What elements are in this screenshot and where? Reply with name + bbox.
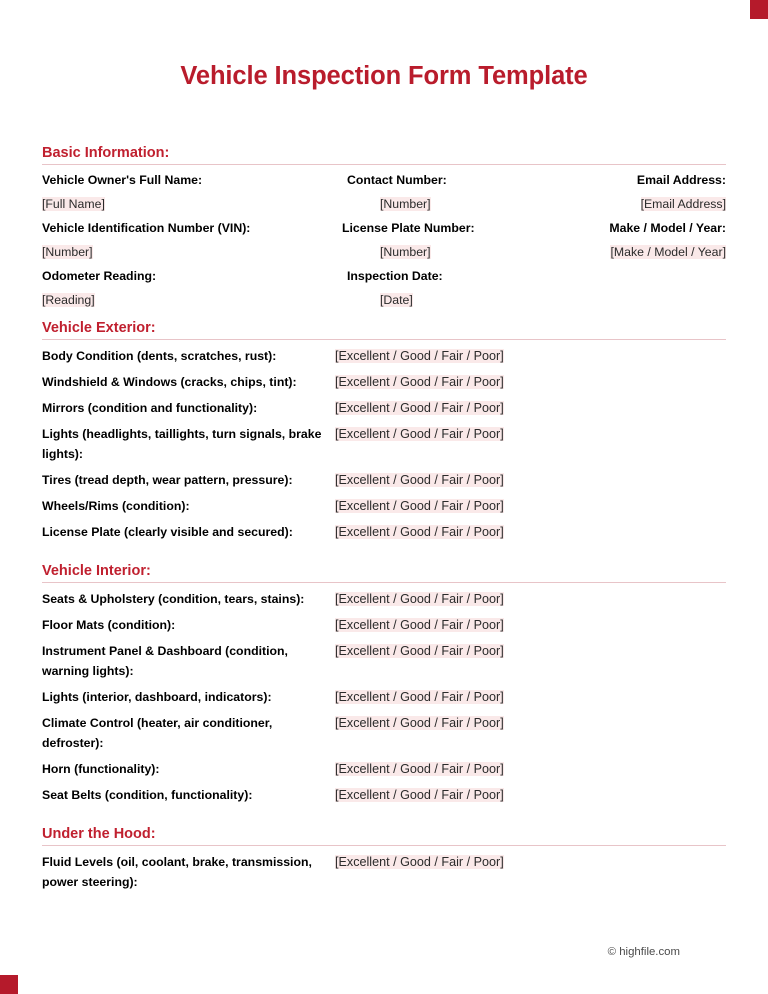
corner-accent-bottom-left [0,975,18,994]
checklist-value-floor-mats[interactable]: [Excellent / Good / Fair / Poor] [335,618,504,632]
checklist-row [42,421,726,467]
checklist-value-mirrors[interactable]: [Excellent / Good / Fair / Poor] [335,401,504,415]
field-value-email-address[interactable]: [Email Address] [640,197,726,211]
checklist-value-horn-wrap[interactable] [335,759,504,779]
field-value-make-model-year-wrap[interactable] [580,240,726,264]
checklist-row [42,849,726,895]
checklist-value-exterior-lights-wrap[interactable] [335,424,504,444]
field-label-row [42,264,726,288]
checklist-value-climate-control-wrap[interactable] [335,713,504,733]
corner-accent-top-right [750,0,768,19]
checklist-value-tires[interactable]: [Excellent / Good / Fair / Poor] [335,473,504,487]
checklist-value-interior-lights[interactable]: [Excellent / Good / Fair / Poor] [335,690,504,704]
field-value-license-plate[interactable]: [Number] [380,245,431,259]
spacer [42,808,726,825]
field-value-odometer-reading[interactable]: [Reading] [42,293,95,307]
field-value-make-model-year[interactable]: [Make / Model / Year] [610,245,726,259]
field-label-email-address: Email Address: [636,173,726,187]
section-heading: Under the Hood: [42,826,156,842]
page-title: Vehicle Inspection Form Template [180,62,588,90]
field-value-row [42,240,726,264]
checklist-row [42,710,726,756]
section-vehicle-exterior [42,319,726,545]
field-label-odometer-reading: Odometer Reading: [42,269,157,283]
checklist-label-floor-mats: Floor Mats (condition): [42,618,176,632]
basic-information-fields [42,168,726,312]
checklist-value-wheels-rims-wrap[interactable] [335,496,504,516]
field-value-empty-wrap [580,288,726,312]
field-label-owner-name: Vehicle Owner's Full Name: [42,173,203,187]
checklist-row [42,493,726,519]
checklist-value-license-plate-visible-wrap[interactable] [335,522,504,542]
field-label-make-model-year: Make / Model / Year: [609,221,726,235]
checklist-row [42,756,726,782]
checklist-label-seats-upholstery: Seats & Upholstery (condition, tears, stains): [42,592,305,606]
under-the-hood-checklist [42,849,726,895]
checklist-row [42,519,726,545]
spacer [42,545,726,562]
field-value-row [42,288,726,312]
checklist-label-mirrors: Mirrors (condition and functionality): [42,401,258,415]
field-label-inspection-date: Inspection Date: [347,269,443,283]
field-label-license-plate: License Plate Number: [342,221,475,235]
field-value-email-address-wrap[interactable] [580,192,726,216]
checklist-value-tires-wrap[interactable] [335,470,504,490]
field-value-owner-name-wrap[interactable] [42,192,342,216]
checklist-row [42,638,726,684]
section-divider [42,582,726,583]
section-heading: Vehicle Exterior: [42,320,156,336]
field-label-vin: Vehicle Identification Number (VIN): [42,221,251,235]
checklist-label-seat-belts: Seat Belts (condition, functionality): [42,788,253,802]
checklist-row [42,782,726,808]
field-label-row [42,216,726,240]
checklist-label-exterior-lights: Lights (headlights, taillights, turn signals, brake lights): [42,427,322,461]
field-value-odometer-reading-wrap[interactable] [42,288,342,312]
field-value-contact-number[interactable]: [Number] [380,197,431,211]
section-divider [42,339,726,340]
form-body [42,144,726,895]
checklist-value-license-plate-visible[interactable]: [Excellent / Good / Fair / Poor] [335,525,504,539]
checklist-label-body-condition: Body Condition (dents, scratches, rust): [42,349,277,363]
field-value-vin[interactable]: [Number] [42,245,93,259]
checklist-label-fluid-levels: Fluid Levels (oil, coolant, brake, transmission, power steering): [42,855,312,889]
vehicle-interior-checklist [42,586,726,808]
checklist-value-body-condition-wrap[interactable] [335,346,504,366]
field-label-contact-number: Contact Number: [347,173,447,187]
checklist-row [42,684,726,710]
checklist-label-tires: Tires (tread depth, wear pattern, pressure): [42,473,293,487]
section-divider [42,845,726,846]
checklist-row [42,395,726,421]
checklist-value-body-condition[interactable]: [Excellent / Good / Fair / Poor] [335,349,504,363]
checklist-label-interior-lights: Lights (interior, dashboard, indicators): [42,690,272,704]
spacer [42,312,726,319]
field-value-row [42,192,726,216]
section-basic-information [42,144,726,312]
vehicle-exterior-checklist [42,343,726,545]
field-value-license-plate-wrap[interactable] [342,240,580,264]
checklist-value-instrument-panel[interactable]: [Excellent / Good / Fair / Poor] [335,644,504,658]
checklist-label-horn: Horn (functionality): [42,762,160,776]
checklist-value-fluid-levels-wrap[interactable] [335,852,504,872]
field-label-empty [580,264,726,288]
checklist-value-fluid-levels[interactable]: [Excellent / Good / Fair / Poor] [335,855,504,869]
checklist-value-seat-belts[interactable]: [Excellent / Good / Fair / Poor] [335,788,504,802]
checklist-value-instrument-panel-wrap[interactable] [335,641,504,661]
checklist-value-windshield-windows-wrap[interactable] [335,372,504,392]
checklist-row [42,586,726,612]
checklist-label-license-plate-visible: License Plate (clearly visible and secured): [42,525,293,539]
checklist-value-seats-upholstery-wrap[interactable] [335,589,504,609]
field-value-inspection-date[interactable]: [Date] [380,293,413,307]
footer-credit: © highfile.com [607,946,680,958]
section-heading: Vehicle Interior: [42,563,151,579]
checklist-value-horn[interactable]: [Excellent / Good / Fair / Poor] [335,762,504,776]
checklist-row [42,369,726,395]
field-label-row [42,168,726,192]
field-value-owner-name[interactable]: [Full Name] [42,197,105,211]
checklist-value-windshield-windows[interactable]: [Excellent / Good / Fair / Poor] [335,375,504,389]
checklist-value-exterior-lights[interactable]: [Excellent / Good / Fair / Poor] [335,427,504,441]
checklist-value-climate-control[interactable]: [Excellent / Good / Fair / Poor] [335,716,504,730]
checklist-value-wheels-rims[interactable]: [Excellent / Good / Fair / Poor] [335,499,504,513]
field-value-vin-wrap[interactable] [42,240,342,264]
checklist-value-floor-mats-wrap[interactable] [335,615,504,635]
checklist-row [42,343,726,369]
section-under-the-hood [42,825,726,895]
section-heading: Basic Information: [42,145,170,161]
checklist-value-mirrors-wrap[interactable] [335,398,504,418]
checklist-label-wheels-rims: Wheels/Rims (condition): [42,499,190,513]
field-value-contact-number-wrap[interactable] [342,192,580,216]
checklist-label-instrument-panel: Instrument Panel & Dashboard (condition, warning lights): [42,644,288,678]
section-vehicle-interior [42,562,726,808]
checklist-label-windshield-windows: Windshield & Windows (cracks, chips, tint): [42,375,297,389]
checklist-label-climate-control: Climate Control (heater, air conditioner, defroster): [42,716,273,750]
field-value-inspection-date-wrap[interactable] [342,288,580,312]
checklist-row [42,612,726,638]
checklist-row [42,467,726,493]
checklist-value-seat-belts-wrap[interactable] [335,785,504,805]
checklist-value-seats-upholstery[interactable]: [Excellent / Good / Fair / Poor] [335,592,504,606]
checklist-value-interior-lights-wrap[interactable] [335,687,504,707]
section-divider [42,164,726,165]
